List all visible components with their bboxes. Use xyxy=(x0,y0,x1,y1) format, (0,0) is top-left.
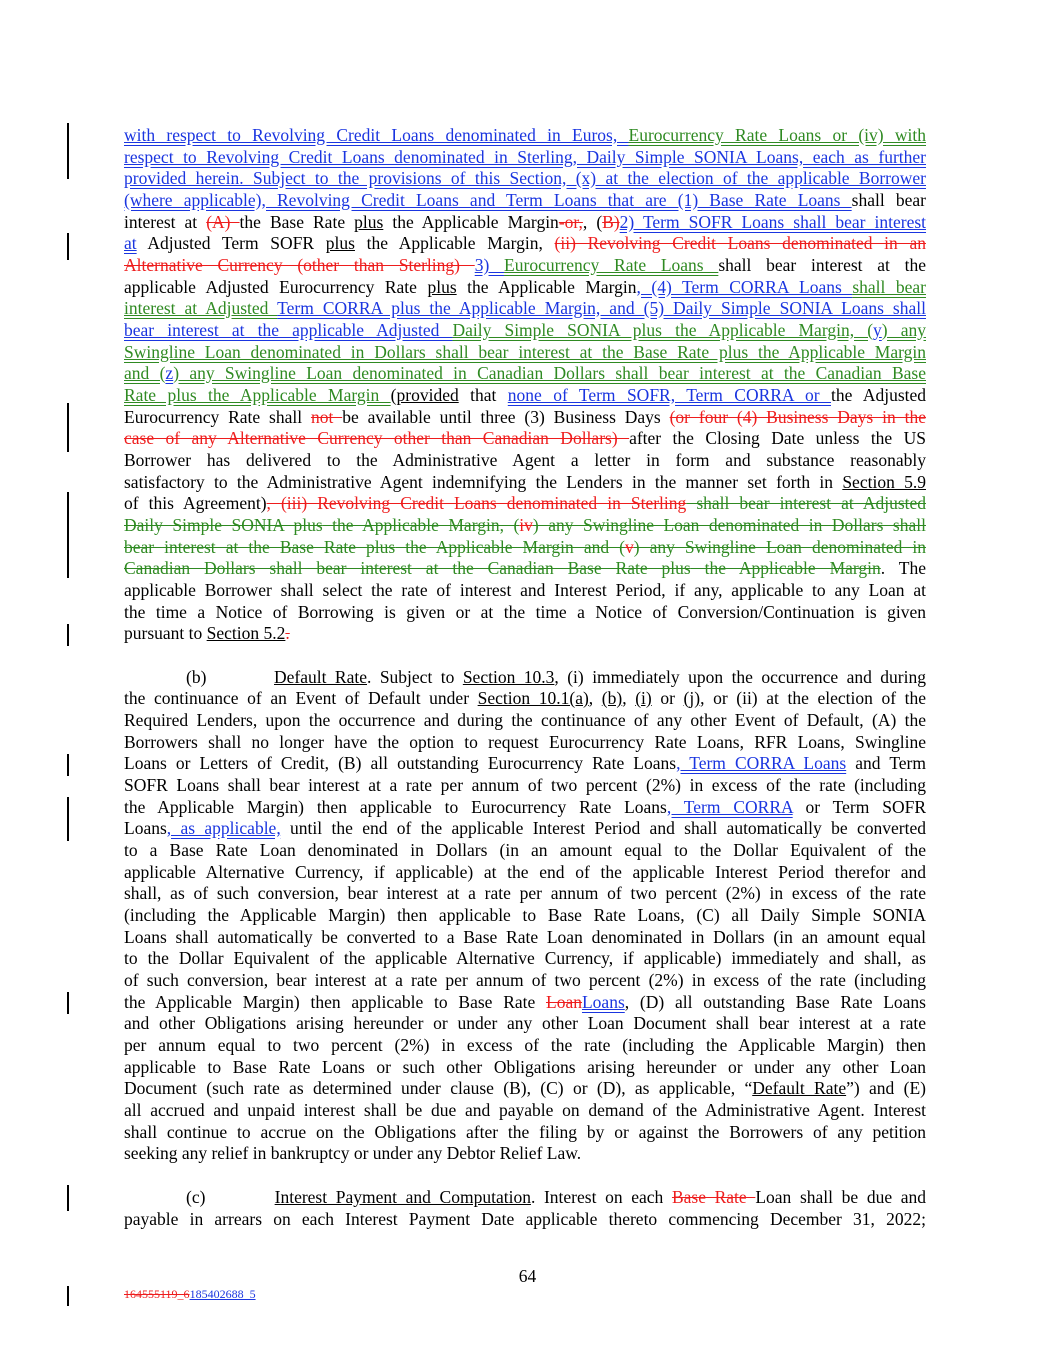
text-line: the Applicable Margin) then applicable to Base Rate LoanLoans, (D) all outstanding Base Rate Loans xyxy=(124,992,926,1012)
page-number: 64 xyxy=(518,1266,537,1286)
text-line: Eurocurrency Rate shall not be available until three (3) Business Days (or four (4) Business Days in the xyxy=(124,407,926,427)
text-line: seeking any relief in bankruptcy or under any Debtor Relief Law. xyxy=(124,1143,582,1163)
text-line: applicable Adjusted Eurocurrency Rate plus the Applicable Margin, (4) Term CORRA Loans shall bear xyxy=(124,277,926,297)
text-line: provided herein. Subject to the provisions of this Section, (x) at the election of the applicable Borrower xyxy=(124,168,926,188)
text-line: per annum equal to two percent (2%) in excess of the rate (including the Applicable Margin) then xyxy=(124,1035,926,1055)
text-line: to the Dollar Equivalent of the applicable Alternative Currency, if applicable) immediately and shall, as xyxy=(124,948,926,968)
text-line: Canadian Dollars shall bear interest at the Canadian Base Rate plus the Applicable Margin. The xyxy=(124,558,926,578)
text-line: Daily Simple SONIA plus the Applicable Margin, (iv) any Swingline Loan denominated in Dollars shall xyxy=(124,515,926,535)
change-bar xyxy=(67,492,69,578)
text-line: the continuance of an Event of Default under Section 10.1(a), (b), (i) or (j), or (ii) at the election of the xyxy=(124,688,927,708)
text-line: (c) Interest Payment and Computation. Interest on each Base Rate Loan shall be due and xyxy=(186,1187,926,1207)
text-line: pursuant to Section 5.2. xyxy=(124,623,290,643)
change-bar xyxy=(67,403,69,452)
text-line: of such conversion, bear interest at a rate per annum of two percent (2%) in excess of the rate (including xyxy=(124,970,926,990)
text-line: Alternative Currency (other than Sterling) 3) Eurocurrency Rate Loans shall bear interest at the xyxy=(124,255,927,275)
text-line: the time a Notice of Borrowing is given or at the time a Notice of Conversion/Continuation is given xyxy=(124,602,926,622)
section-link[interactable]: Section 10.1(a) xyxy=(477,688,589,708)
text-line: Loans, as applicable, until the end of the applicable Interest Period and shall automatically be converted xyxy=(124,818,926,838)
text-line: (where applicable), Revolving Credit Loans and Term Loans that are (1) Base Rate Loans shall bear xyxy=(124,190,926,210)
change-bar xyxy=(67,123,69,179)
section-link[interactable]: Section 10.3 xyxy=(462,667,555,687)
change-bar xyxy=(67,233,69,260)
change-bar xyxy=(67,797,69,841)
text-line: interest at Adjusted Term CORRA plus the Applicable Margin, and (5) Daily Simple SONIA Loans shall xyxy=(124,298,926,318)
text-line: applicable Borrower shall select the rate of interest and Interest Period, if any, applicable to any Loan at xyxy=(124,580,926,600)
text-line: to a Base Rate Loan denominated in Dollars (in an amount equal to the Dollar Equivalent of the xyxy=(124,840,926,860)
document-id: 164555119_6185402688_5 xyxy=(124,1287,256,1301)
text-line: shall, as of such conversion, bear interest at a rate per annum of two percent (2%) in excess of the rate xyxy=(124,883,926,903)
text-line: Rate plus the Applicable Margin (provided that none of Term SOFR, Term CORRA or the Adjusted xyxy=(124,385,927,405)
text-line: bear interest at the Base Rate plus the Applicable Margin and (v) any Swingline Loan denominated in xyxy=(124,537,926,557)
section-link[interactable]: Section 5.9 xyxy=(842,472,926,492)
text-line: the Applicable Margin) then applicable to Eurocurrency Rate Loans, Term CORRA or Term SOFR xyxy=(124,797,926,817)
change-bar xyxy=(67,1185,69,1211)
text-line: applicable Alternative Currency, if applicable) at the end of the applicable Interest Period therefor and xyxy=(124,862,926,882)
text-line: respect to Revolving Credit Loans denominated in Sterling, Daily Simple SONIA Loans, each as further xyxy=(124,147,926,167)
text-line: (including the Applicable Margin) then applicable to Base Rate Loans, (C) all Daily Simple SONIA xyxy=(124,905,926,925)
text-line: (b) Default Rate. Subject to Section 10.3, (i) immediately upon the occurrence and during xyxy=(186,667,926,687)
text-line: Loans or Letters of Credit, (B) all outstanding Eurocurrency Rate Loans, Term CORRA Loans and Term xyxy=(124,753,926,773)
text-line: satisfactory to the Administrative Agent indemnifying the Lenders in the manner set forth in Section 5.9 xyxy=(124,472,926,492)
text-line: interest at (A) the Base Rate plus the Applicable Margin-or,, (B)2) Term SOFR Loans shall bear interest xyxy=(124,212,927,232)
text-line: at Adjusted Term SOFR plus the Applicable Margin, (ii) Revolving Credit Loans denominated in an xyxy=(124,233,926,253)
change-bar xyxy=(67,754,69,776)
text-line: Swingline Loan denominated in Dollars shall bear interest at the Base Rate plus the Applicable Margin xyxy=(124,342,926,362)
text-line: applicable to Base Rate Loans or such other Obligations arising hereunder or under any other Loan xyxy=(124,1057,926,1077)
text-line: Required Lenders, upon the occurrence and during the continuance of any other Event of Default, (A) the xyxy=(124,710,926,730)
section-link[interactable]: Section 5.2 xyxy=(206,623,286,643)
change-bar xyxy=(67,1286,69,1306)
section-heading: Default Rate xyxy=(274,667,367,687)
section-heading: Interest Payment and Computation xyxy=(274,1187,531,1207)
change-bar xyxy=(67,992,69,1014)
text-line: SOFR Loans shall bear interest at a rate per annum of two percent (2%) in excess of the rate (including xyxy=(124,775,926,795)
text-line: Borrower has delivered to the Administrative Agent a letter in form and substance reasonably xyxy=(124,450,926,470)
text-line: Borrowers shall no longer have the option to request Eurocurrency Rate Loans, RFR Loans, Swingline xyxy=(124,732,926,752)
text-line: of this Agreement), (iii) Revolving Credit Loans denominated in Sterling shall bear interest at Adjusted xyxy=(124,493,927,513)
text-line: all accrued and unpaid interest shall be due and payable on demand of the Administrative Agent. Interest xyxy=(124,1100,926,1120)
text-line: shall continue to accrue on the Obligations after the filing by or against the Borrowers of any petition xyxy=(124,1122,926,1142)
change-bar xyxy=(67,624,69,646)
text-line: and other Obligations arising hereunder or under any other Loan Document shall bear interest at a rate xyxy=(124,1013,926,1033)
text-line: Loans shall automatically be converted to a Base Rate Loan denominated in Dollars (in an amount equal xyxy=(124,927,926,947)
text-line: with respect to Revolving Credit Loans denominated in Euros, Eurocurrency Rate Loans or (iv) with xyxy=(124,125,926,145)
text-line: and (z) any Swingline Loan denominated in Canadian Dollars shall bear interest at the Canadian Base xyxy=(124,363,926,383)
text-line: bear interest at the applicable Adjusted Daily Simple SONIA plus the Applicable Margin, (y) any xyxy=(124,320,926,340)
text-line: Document (such rate as determined under clause (B), (C) or (D), as applicable, “Default Rate”) and (E) xyxy=(124,1078,926,1098)
text-line: payable in arrears on each Interest Payment Date applicable thereto commencing December 31, 2022; xyxy=(124,1209,926,1229)
text-line: case of any Alternative Currency other than Canadian Dollars) after the Closing Date unless the US xyxy=(124,428,926,448)
